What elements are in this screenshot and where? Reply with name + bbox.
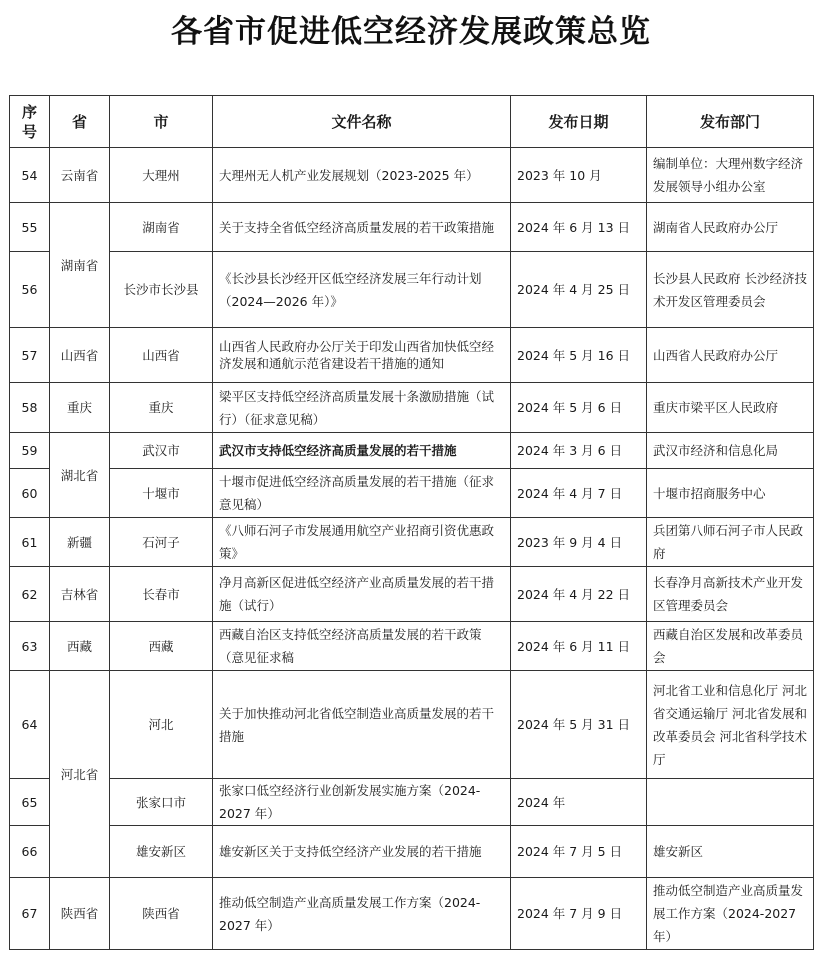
row-dept: 河北省工业和信息化厅 河北省交通运输厅 河北省发展和改革委员会 河北省科学技术厅 (647, 671, 814, 779)
row-province: 陕西省 (50, 878, 110, 950)
row-doc: 武汉市支持低空经济高质量发展的若干措施 (213, 433, 511, 469)
row-doc: 关于支持全省低空经济高质量发展的若干政策措施 (213, 203, 511, 252)
row-dept: 西藏自治区发展和改革委员会 (647, 622, 814, 671)
row-date: 2024 年 3 月 6 日 (511, 433, 647, 469)
row-dept: 重庆市梁平区人民政府 (647, 383, 814, 433)
row-city: 陕西省 (110, 878, 213, 950)
row-no: 63 (10, 622, 50, 671)
row-no: 57 (10, 328, 50, 383)
row-doc: 净月高新区促进低空经济产业高质量发展的若干措施（试行） (213, 567, 511, 622)
row-doc: 张家口低空经济行业创新发展实施方案（2024-2027 年） (213, 779, 511, 826)
row-city: 长沙市长沙县 (110, 252, 213, 328)
row-dept: 长沙县人民政府 长沙经济技术开发区管理委员会 (647, 252, 814, 328)
header-doc: 文件名称 (213, 96, 511, 148)
row-city: 长春市 (110, 567, 213, 622)
row-city: 重庆 (110, 383, 213, 433)
row-date: 2024 年 6 月 11 日 (511, 622, 647, 671)
header-city: 市 (110, 96, 213, 148)
row-date: 2024 年 7 月 5 日 (511, 826, 647, 878)
row-no: 56 (10, 252, 50, 328)
table-row (10, 567, 814, 622)
row-doc: 推动低空制造产业高质量发展工作方案（2024-2027 年） (213, 878, 511, 950)
row-doc: 《八师石河子市发展通用航空产业招商引资优惠政策》 (213, 518, 511, 567)
row-dept: 兵团第八师石河子市人民政府 (647, 518, 814, 567)
row-dept: 湖南省人民政府办公厅 (647, 203, 814, 252)
row-dept: 武汉市经济和信息化局 (647, 433, 814, 469)
row-city: 石河子 (110, 518, 213, 567)
row-doc: 大理州无人机产业发展规划（2023-2025 年） (213, 148, 511, 203)
row-no: 61 (10, 518, 50, 567)
row-city: 山西省 (110, 328, 213, 383)
table-row (10, 779, 814, 826)
row-date: 2024 年 5 月 16 日 (511, 328, 647, 383)
row-no: 67 (10, 878, 50, 950)
row-province: 新疆 (50, 518, 110, 567)
row-no: 59 (10, 433, 50, 469)
table-row (10, 826, 814, 878)
table-row (10, 383, 814, 433)
row-city: 张家口市 (110, 779, 213, 826)
row-doc: 关于加快推动河北省低空制造业高质量发展的若干措施 (213, 671, 511, 779)
table-row (10, 328, 814, 383)
row-dept: 推动低空制造产业高质量发展工作方案（2024-2027 年） (647, 878, 814, 950)
row-province: 湖北省 (50, 433, 110, 518)
row-city: 大理州 (110, 148, 213, 203)
row-date: 2024 年 6 月 13 日 (511, 203, 647, 252)
header-province: 省 (50, 96, 110, 148)
table-row (10, 148, 814, 203)
row-date: 2024 年 (511, 779, 647, 826)
row-dept: 长春净月高新技术产业开发区管理委员会 (647, 567, 814, 622)
row-no: 58 (10, 383, 50, 433)
row-doc: 雄安新区关于支持低空经济产业发展的若干措施 (213, 826, 511, 878)
row-city: 武汉市 (110, 433, 213, 469)
row-province: 重庆 (50, 383, 110, 433)
row-province: 西藏 (50, 622, 110, 671)
row-city: 雄安新区 (110, 826, 213, 878)
row-city: 十堰市 (110, 469, 213, 518)
row-no: 60 (10, 469, 50, 518)
row-province: 湖南省 (50, 203, 110, 328)
page-title: 各省市促进低空经济发展政策总览 (171, 14, 651, 50)
table-row (10, 518, 814, 567)
table-row (10, 671, 814, 779)
table-row (10, 878, 814, 950)
table-row (10, 469, 814, 518)
row-city: 河北 (110, 671, 213, 779)
row-province: 云南省 (50, 148, 110, 203)
row-date: 2024 年 4 月 7 日 (511, 469, 647, 518)
row-date: 2024 年 4 月 22 日 (511, 567, 647, 622)
row-no: 66 (10, 826, 50, 878)
row-date: 2024 年 7 月 9 日 (511, 878, 647, 950)
row-city: 湖南省 (110, 203, 213, 252)
table-row (10, 433, 814, 469)
header-dept: 发布部门 (647, 96, 814, 148)
row-dept: 编制单位：大理州数字经济发展领导小组办公室 (647, 148, 814, 203)
row-dept (647, 779, 814, 826)
table-header-row (10, 96, 814, 148)
row-province: 山西省 (50, 328, 110, 383)
policy-table (9, 95, 814, 950)
row-dept: 雄安新区 (647, 826, 814, 878)
row-dept: 山西省人民政府办公厅 (647, 328, 814, 383)
row-doc: 西藏自治区支持低空经济高质量发展的若干政策（意见征求稿 (213, 622, 511, 671)
row-doc: 山西省人民政府办公厅关于印发山西省加快低空经济发展和通航示范省建设若干措施的通知 (213, 328, 511, 383)
row-province: 河北省 (50, 671, 110, 878)
table-row (10, 622, 814, 671)
table-row (10, 252, 814, 328)
row-dept: 十堰市招商服务中心 (647, 469, 814, 518)
table-row (10, 203, 814, 252)
row-doc: 《长沙县长沙经开区低空经济发展三年行动计划（2024—2026 年）》 (213, 252, 511, 328)
row-no: 54 (10, 148, 50, 203)
row-doc: 十堰市促进低空经济高质量发展的若干措施（征求意见稿） (213, 469, 511, 518)
header-no: 序 号 (10, 96, 50, 148)
row-city: 西藏 (110, 622, 213, 671)
row-date: 2024 年 4 月 25 日 (511, 252, 647, 328)
row-doc: 梁平区支持低空经济高质量发展十条激励措施（试行）（征求意见稿） (213, 383, 511, 433)
row-no: 62 (10, 567, 50, 622)
row-no: 55 (10, 203, 50, 252)
row-date: 2024 年 5 月 6 日 (511, 383, 647, 433)
row-date: 2024 年 5 月 31 日 (511, 671, 647, 779)
row-province: 吉林省 (50, 567, 110, 622)
row-date: 2023 年 10 月 (511, 148, 647, 203)
header-date: 发布日期 (511, 96, 647, 148)
row-date: 2023 年 9 月 4 日 (511, 518, 647, 567)
row-no: 65 (10, 779, 50, 826)
row-no: 64 (10, 671, 50, 779)
